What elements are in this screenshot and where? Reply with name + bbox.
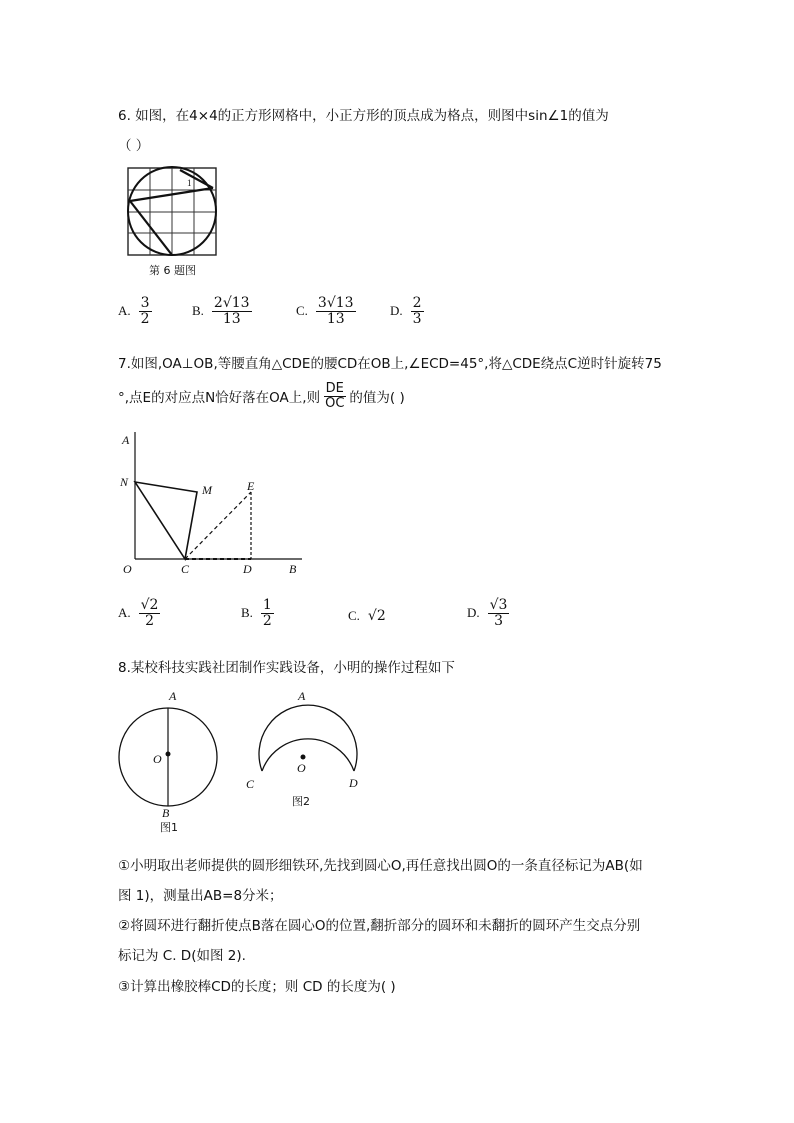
q8-step2-line1: ②将圆环进行翻折使点B落在圆心O的位置,翻折部分的圆环和未翻折的圆环产生交点分别 <box>118 918 641 934</box>
q7-figure <box>115 428 315 578</box>
q8-fig2-label-d: D <box>349 776 358 790</box>
q7-option-d[interactable]: D. $\frac{√3}{3}$ <box>467 597 508 629</box>
q6-caption: 第 6 题图 <box>149 264 196 277</box>
q8-figure-1 <box>112 686 232 836</box>
q8-step1-line1: ①小明取出老师提供的圆形细铁环,先找到圆心O,再任意找出圆O的一条直径标记为AB(如 <box>118 858 643 874</box>
q7-label-o: O <box>123 562 132 576</box>
q7-label-a: A <box>122 433 130 447</box>
q8-fig2-caption: 图2 <box>292 795 310 808</box>
q8-fig1-label-b: B <box>162 806 170 820</box>
q7-label-e: E <box>247 479 255 493</box>
q6-option-b[interactable]: B. $\frac{2√13}{13}$ <box>192 295 250 327</box>
q7-label-m: M <box>202 483 212 497</box>
q8-fig2-label-c: C <box>246 777 255 791</box>
q6-stem: 6. 如图，在4×4的正方形网格中，小正方形的顶点成为格点，则图中sin∠1的值为 <box>118 108 609 124</box>
q8-fig1-label-a: A <box>169 689 177 703</box>
q8-step3: ③计算出橡胶棒CD的长度；则 CD 的长度为( ) <box>118 979 396 995</box>
q8-fig2-label-o: O <box>297 761 306 775</box>
q7-stem-line2: °,点E的对应点N恰好落在OA上,则 $\frac{DE}{OC}$ 的值为( ) <box>118 381 405 411</box>
q8-figure-2 <box>240 686 370 810</box>
q7-label-b: B <box>289 562 297 576</box>
q8-stem: 8.某校科技实践社团制作实践设备，小明的操作过程如下 <box>118 660 455 676</box>
q6-option-a[interactable]: A. $\frac{3}{2}$ <box>118 295 150 327</box>
q8-fig2-label-a: A <box>298 689 306 703</box>
q7-label-d: D <box>243 562 252 576</box>
q7-option-a[interactable]: A. $\frac{√2}{2}$ <box>118 597 159 629</box>
q7-label-n: N <box>120 475 129 489</box>
q6-paren: （ ） <box>118 138 150 154</box>
q7-option-b[interactable]: B. $\frac{1}{2}$ <box>241 597 272 629</box>
q6-option-d[interactable]: D. $\frac{2}{3}$ <box>390 295 422 327</box>
q8-step2-line2: 标记为 C. D(如图 2). <box>118 948 246 964</box>
q6-angle-label: 1 <box>187 178 192 188</box>
q8-step1-line2: 图 1)，测量出AB=8分米； <box>118 888 283 904</box>
q6-grid-figure <box>125 166 221 258</box>
q7-label-c: C <box>181 562 190 576</box>
q8-fig1-label-o: O <box>153 752 162 766</box>
q6-option-c[interactable]: C. $\frac{3√13}{13}$ <box>296 295 354 327</box>
q8-fig1-caption: 图1 <box>160 821 178 834</box>
q7-stem-line1: 7.如图,OA⊥OB,等腰直角△CDE的腰CD在OB上,∠ECD=45°,将△CDE绕点C逆时针旋转75 <box>118 356 662 372</box>
q7-option-c[interactable]: C. √2 <box>348 608 386 624</box>
